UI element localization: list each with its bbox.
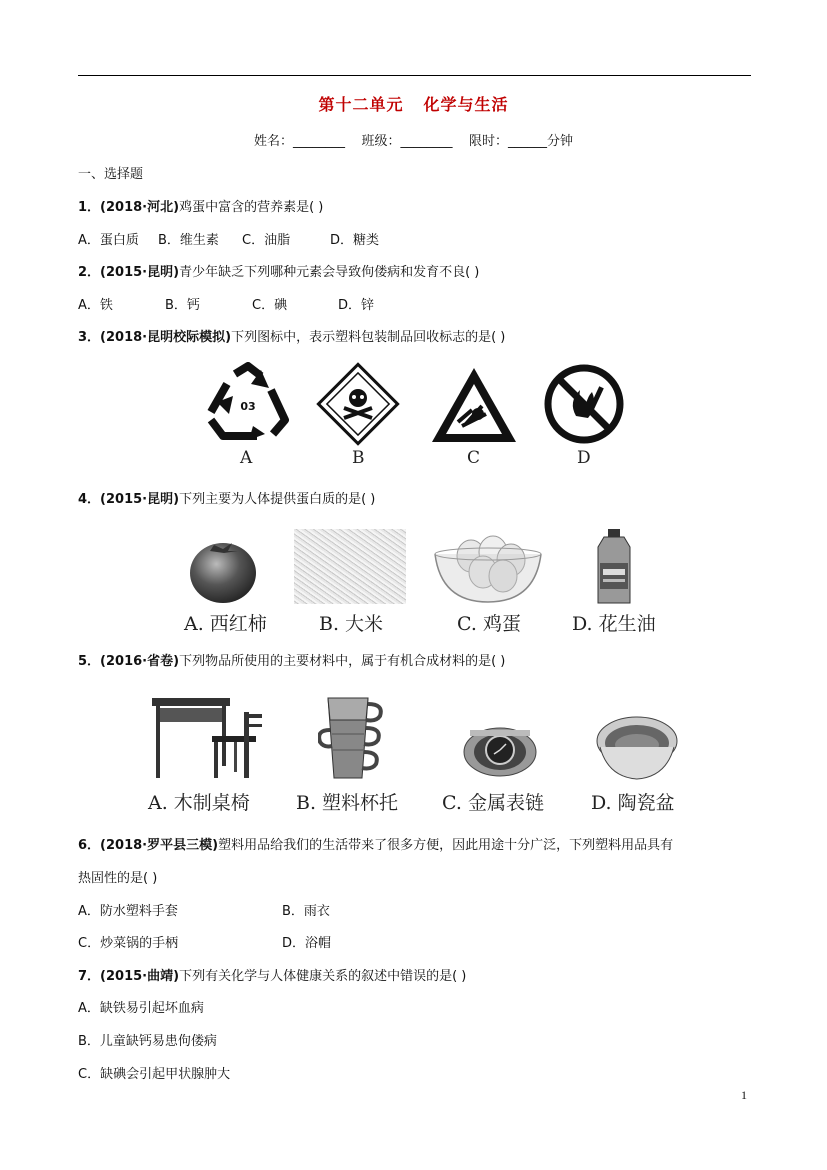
question-2: [78, 261, 479, 280]
q2-text: 青少年缺乏下列哪种元素会导致佝偻病和发育不良( ): [179, 265, 480, 280]
q6-options-row-2: [78, 932, 331, 951]
q3-label-a: A: [240, 448, 253, 468]
q6-text-continued: 热固性的是( ): [78, 871, 158, 886]
q1-options: [78, 229, 379, 248]
q7-number: 7．: [78, 969, 101, 984]
page-title: [0, 92, 827, 115]
peanut-oil-bottle-image: [594, 527, 634, 607]
rice-image: [294, 529, 406, 604]
q6-number: 6．: [78, 838, 101, 853]
question-7: [78, 965, 466, 984]
q2-number: 2．: [78, 265, 101, 280]
unit-label: 第十二单元: [318, 95, 404, 114]
q4-source: (2015·昆明): [100, 492, 180, 507]
q3-label-b: B: [352, 448, 365, 468]
q4-caption-a: A. 西红柿: [184, 613, 267, 635]
question-6: [78, 834, 673, 853]
q6-source: (2018·罗平县三模): [100, 838, 219, 853]
q3-number: 3．: [78, 330, 101, 345]
q6-text: 塑料用品给我们的生活带来了很多方便，因此用途十分广泛，下列塑料用品具有: [218, 838, 674, 853]
q1-option-c: C．油脂: [242, 233, 291, 248]
student-info: 姓名：________ 班级：________ 限时：______分钟: [253, 134, 574, 149]
q2-options: [78, 294, 374, 313]
question-5: [78, 650, 505, 669]
flammable-warning-icon: [428, 364, 520, 446]
page-number: 1: [741, 1088, 747, 1102]
toxic-diamond-icon: [314, 360, 402, 448]
recycle-symbol-icon: [203, 362, 293, 444]
q7-text: 下列有关化学与人体健康关系的叙述中错误的是( ): [179, 969, 467, 984]
question-3: [78, 326, 505, 345]
q4-caption-b: B. 大米: [319, 613, 384, 635]
q1-option-b: B．维生素: [158, 233, 219, 248]
q7-source: (2015·曲靖): [100, 969, 180, 984]
q6-options-row-1: [78, 900, 330, 919]
q6-option-a: A．防水塑料手套: [78, 904, 178, 919]
header-rule: [78, 75, 751, 76]
plastic-cup-holders-image: [318, 690, 388, 782]
q2-source: (2015·昆明): [100, 265, 180, 280]
q2-option-d: D．锌: [338, 298, 375, 313]
topic-label: 化学与生活: [423, 95, 509, 114]
q2-option-b: B．钙: [165, 298, 200, 313]
q6-option-b: B．雨衣: [282, 904, 330, 919]
question-4: [78, 488, 375, 507]
q5-text: 下列物品所使用的主要材料中，属于有机合成材料的是( ): [179, 654, 506, 669]
q4-number: 4．: [78, 492, 101, 507]
q7-option-c: C．缺碘会引起甲状腺肿大: [78, 1067, 231, 1082]
q1-option-d: D．糖类: [330, 233, 380, 248]
metal-watch-image: [460, 714, 540, 784]
section-heading: 一、选择题: [78, 167, 144, 182]
q1-text: 鸡蛋中富含的营养素是( ): [179, 200, 324, 215]
q3-label-d: D: [577, 448, 591, 468]
q5-caption-b: B. 塑料杯托: [296, 792, 399, 814]
q5-number: 5．: [78, 654, 101, 669]
q6-option-d: D．浴帽: [282, 936, 332, 951]
q4-text: 下列主要为人体提供蛋白质的是( ): [179, 492, 376, 507]
q3-source: (2018·昆明校际模拟): [100, 330, 232, 345]
q5-caption-d: D. 陶瓷盆: [591, 792, 675, 814]
ceramic-basin-image: [594, 713, 680, 783]
q1-option-a: A．蛋白质: [78, 233, 139, 248]
q3-label-c: C: [467, 448, 481, 468]
q5-caption-c: C. 金属表链: [442, 792, 544, 814]
q7-option-b: B．儿童缺钙易患佝偻病: [78, 1034, 217, 1049]
q4-caption-d: D. 花生油: [572, 613, 656, 635]
q6-option-c: C．炒菜锅的手柄: [78, 936, 179, 951]
q1-source: (2018·河北): [100, 200, 180, 215]
q1-number: 1．: [78, 200, 101, 215]
no-fire-icon: [542, 362, 626, 446]
eggs-bowl-image: [431, 530, 545, 604]
q3-text: 下列图标中，表示塑料包装制品回收标志的是( ): [231, 330, 506, 345]
wooden-desk-chair-image: [148, 690, 268, 784]
q4-caption-c: C. 鸡蛋: [457, 613, 521, 635]
q2-option-a: A．铁: [78, 298, 113, 313]
question-1: [78, 196, 323, 215]
q5-source: (2016·省卷): [100, 654, 180, 669]
q2-option-c: C．碘: [252, 298, 288, 313]
tomato-image: [186, 535, 260, 605]
recycle-code: 03: [240, 400, 256, 413]
q7-option-a: A．缺铁易引起坏血病: [78, 1001, 204, 1016]
q5-caption-a: A. 木制桌椅: [148, 792, 250, 814]
